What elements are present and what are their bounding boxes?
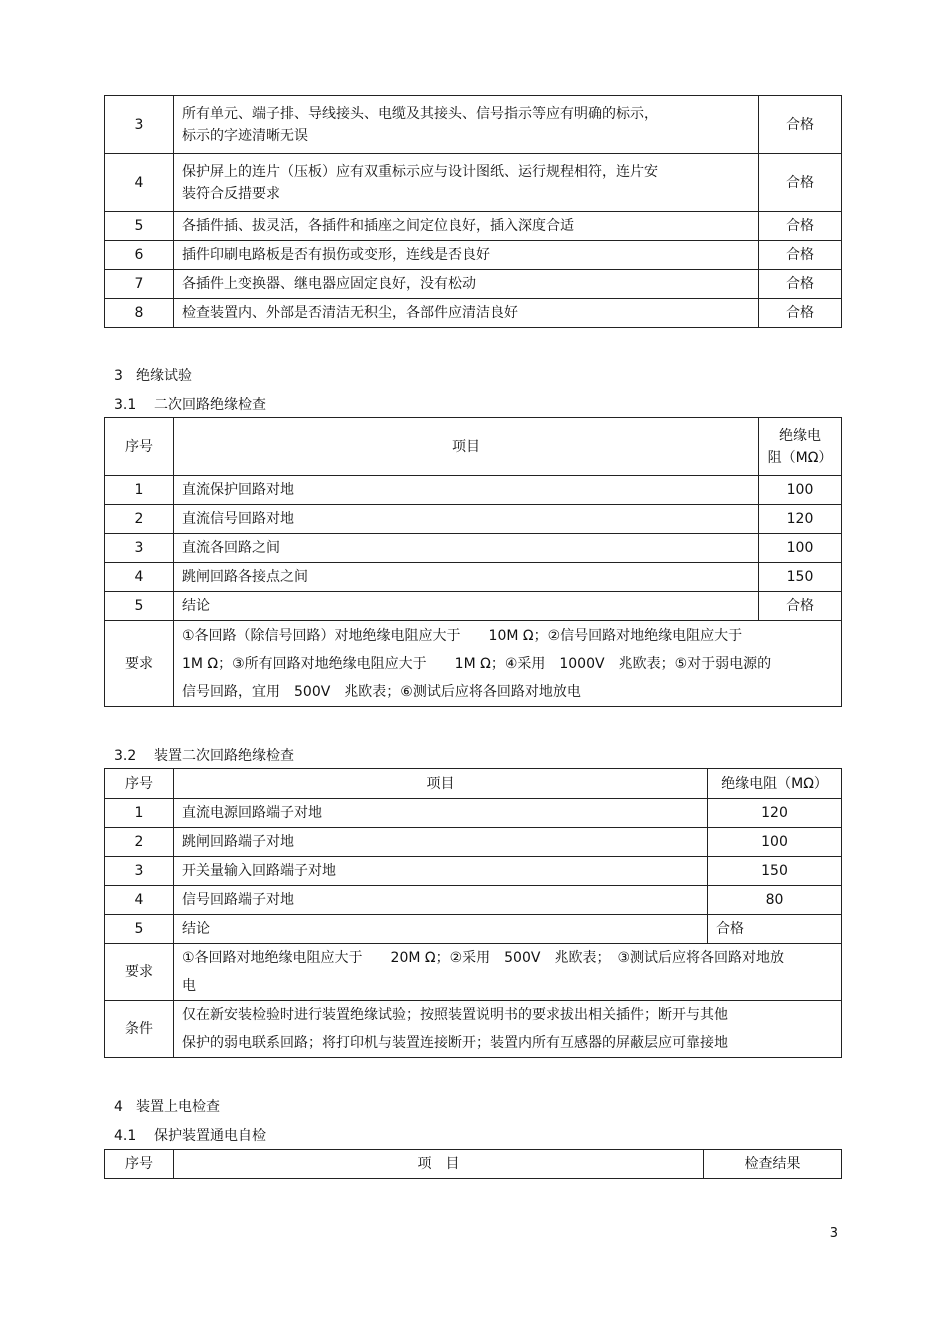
row-number: 8 xyxy=(105,299,174,328)
header-value: 绝缘电 阻（MΩ） xyxy=(759,418,842,476)
section-heading-4 xyxy=(114,1097,220,1117)
section-number: 3.1 xyxy=(114,397,137,413)
section-heading-3-1 xyxy=(114,395,266,415)
header-value: 绝缘电阻（MΩ） xyxy=(708,769,842,799)
row-item: 保护屏上的连片（压板）应有双重标示应与设计图纸、运行规程相符，连片安 装符合反措要求 xyxy=(174,154,759,212)
row-value: 150 xyxy=(759,563,842,592)
table-header-row xyxy=(105,769,842,799)
row-item: 所有单元、端子排、导线接头、电缆及其接头、信号指示等应有明确的标示， 标示的字迹清晰无误 xyxy=(174,96,759,154)
row-item: 跳闸回路各接点之间 xyxy=(174,563,759,592)
row-value: 100 xyxy=(708,828,842,857)
table-row xyxy=(105,886,842,915)
row-number: 3 xyxy=(105,96,174,154)
header-item: 项目 xyxy=(174,769,708,799)
section-number: 3.2 xyxy=(114,748,137,764)
section-heading-4-1 xyxy=(114,1126,266,1146)
section-title: 绝缘试验 xyxy=(136,368,192,384)
row-number: 1 xyxy=(105,476,174,505)
row-number: 6 xyxy=(105,241,174,270)
row-value: 合格 xyxy=(708,915,842,944)
row-number: 1 xyxy=(105,799,174,828)
row-value: 120 xyxy=(708,799,842,828)
header-item: 项 目 xyxy=(174,1150,704,1179)
header-no: 序号 xyxy=(105,1150,174,1179)
row-item: 检查装置内、外部是否清洁无积尘，各部件应清洁良好 xyxy=(174,299,759,328)
row-item: 直流信号回路对地 xyxy=(174,505,759,534)
row-number: 3 xyxy=(105,857,174,886)
table-header-row xyxy=(105,418,842,476)
table-header-row xyxy=(105,1150,842,1179)
requirement-text: ①各回路（除信号回路）对地绝缘电阻应大于 10M Ω；②信号回路对地绝缘电阻应大于 1M Ω；③所有回路对地绝缘电阻应大于 1M Ω；④采用 1000V 兆欧表；⑤对于弱电源的 信号回路，宜用 500V 兆欧表；⑥测试后应将各回路对地放电 xyxy=(174,621,842,707)
table-row xyxy=(105,828,842,857)
row-item: 信号回路端子对地 xyxy=(174,886,708,915)
section-number: 4 xyxy=(114,1099,123,1115)
row-item: 各插件插、拔灵活，各插件和插座之间定位良好，插入深度合适 xyxy=(174,212,759,241)
condition-label: 条件 xyxy=(105,1001,174,1058)
header-item: 项目 xyxy=(174,418,759,476)
row-number: 5 xyxy=(105,915,174,944)
page-number: 3 xyxy=(829,1226,838,1241)
table-row xyxy=(105,154,842,212)
row-number: 2 xyxy=(105,828,174,857)
table-row xyxy=(105,857,842,886)
row-item: 直流各回路之间 xyxy=(174,534,759,563)
table-row xyxy=(105,505,842,534)
row-number: 5 xyxy=(105,592,174,621)
table-row xyxy=(105,241,842,270)
section-title: 二次回路绝缘检查 xyxy=(154,397,266,413)
row-result: 合格 xyxy=(759,299,842,328)
header-no: 序号 xyxy=(105,418,174,476)
row-value: 150 xyxy=(708,857,842,886)
row-result: 合格 xyxy=(759,241,842,270)
table-row xyxy=(105,299,842,328)
section-heading-3 xyxy=(114,366,192,386)
section-title: 保护装置通电自检 xyxy=(154,1128,266,1144)
row-item: 开关量输入回路端子对地 xyxy=(174,857,708,886)
row-item: 插件印刷电路板是否有损伤或变形，连线是否良好 xyxy=(174,241,759,270)
condition-text: 仅在新安装检验时进行装置绝缘试验；按照装置说明书的要求拔出相关插件；断开与其他 保护的弱电联系回路；将打印机与装置连接断开；装置内所有互感器的屏蔽层应可靠接地 xyxy=(174,1001,842,1058)
row-number: 4 xyxy=(105,886,174,915)
row-result: 合格 xyxy=(759,96,842,154)
section-heading-3-2 xyxy=(114,746,294,766)
condition-row xyxy=(105,1001,842,1058)
row-item: 结论 xyxy=(174,915,708,944)
row-value: 合格 xyxy=(759,592,842,621)
inspection-table xyxy=(104,95,842,328)
row-item: 各插件上变换器、继电器应固定良好，没有松动 xyxy=(174,270,759,299)
table-row xyxy=(105,476,842,505)
row-value: 80 xyxy=(708,886,842,915)
header-no: 序号 xyxy=(105,769,174,799)
table-row xyxy=(105,534,842,563)
table-row xyxy=(105,915,842,944)
row-number: 3 xyxy=(105,534,174,563)
section-number: 3 xyxy=(114,368,123,384)
section-number: 4.1 xyxy=(114,1128,137,1144)
row-item: 结论 xyxy=(174,592,759,621)
row-item: 直流保护回路对地 xyxy=(174,476,759,505)
table-row xyxy=(105,96,842,154)
row-result: 合格 xyxy=(759,270,842,299)
requirement-label: 要求 xyxy=(105,944,174,1001)
table-row xyxy=(105,592,842,621)
header-value: 检查结果 xyxy=(704,1150,842,1179)
row-result: 合格 xyxy=(759,154,842,212)
table-row xyxy=(105,270,842,299)
device-insulation-table xyxy=(104,768,842,1058)
row-item: 跳闸回路端子对地 xyxy=(174,828,708,857)
row-item: 直流电源回路端子对地 xyxy=(174,799,708,828)
section-title: 装置二次回路绝缘检查 xyxy=(154,748,294,764)
power-on-selftest-table xyxy=(104,1149,842,1179)
row-value: 100 xyxy=(759,476,842,505)
table-row xyxy=(105,212,842,241)
table-row xyxy=(105,563,842,592)
section-title: 装置上电检查 xyxy=(136,1099,220,1115)
row-number: 4 xyxy=(105,154,174,212)
requirement-label: 要求 xyxy=(105,621,174,707)
row-number: 4 xyxy=(105,563,174,592)
row-value: 120 xyxy=(759,505,842,534)
row-result: 合格 xyxy=(759,212,842,241)
requirement-text: ①各回路对地绝缘电阻应大于 20M Ω；②采用 500V 兆欧表； ③测试后应将各回路对地放 电 xyxy=(174,944,842,1001)
row-value: 100 xyxy=(759,534,842,563)
requirement-row xyxy=(105,621,842,707)
secondary-circuit-insulation-table xyxy=(104,417,842,707)
requirement-row xyxy=(105,944,842,1001)
row-number: 2 xyxy=(105,505,174,534)
row-number: 7 xyxy=(105,270,174,299)
table-row xyxy=(105,799,842,828)
row-number: 5 xyxy=(105,212,174,241)
